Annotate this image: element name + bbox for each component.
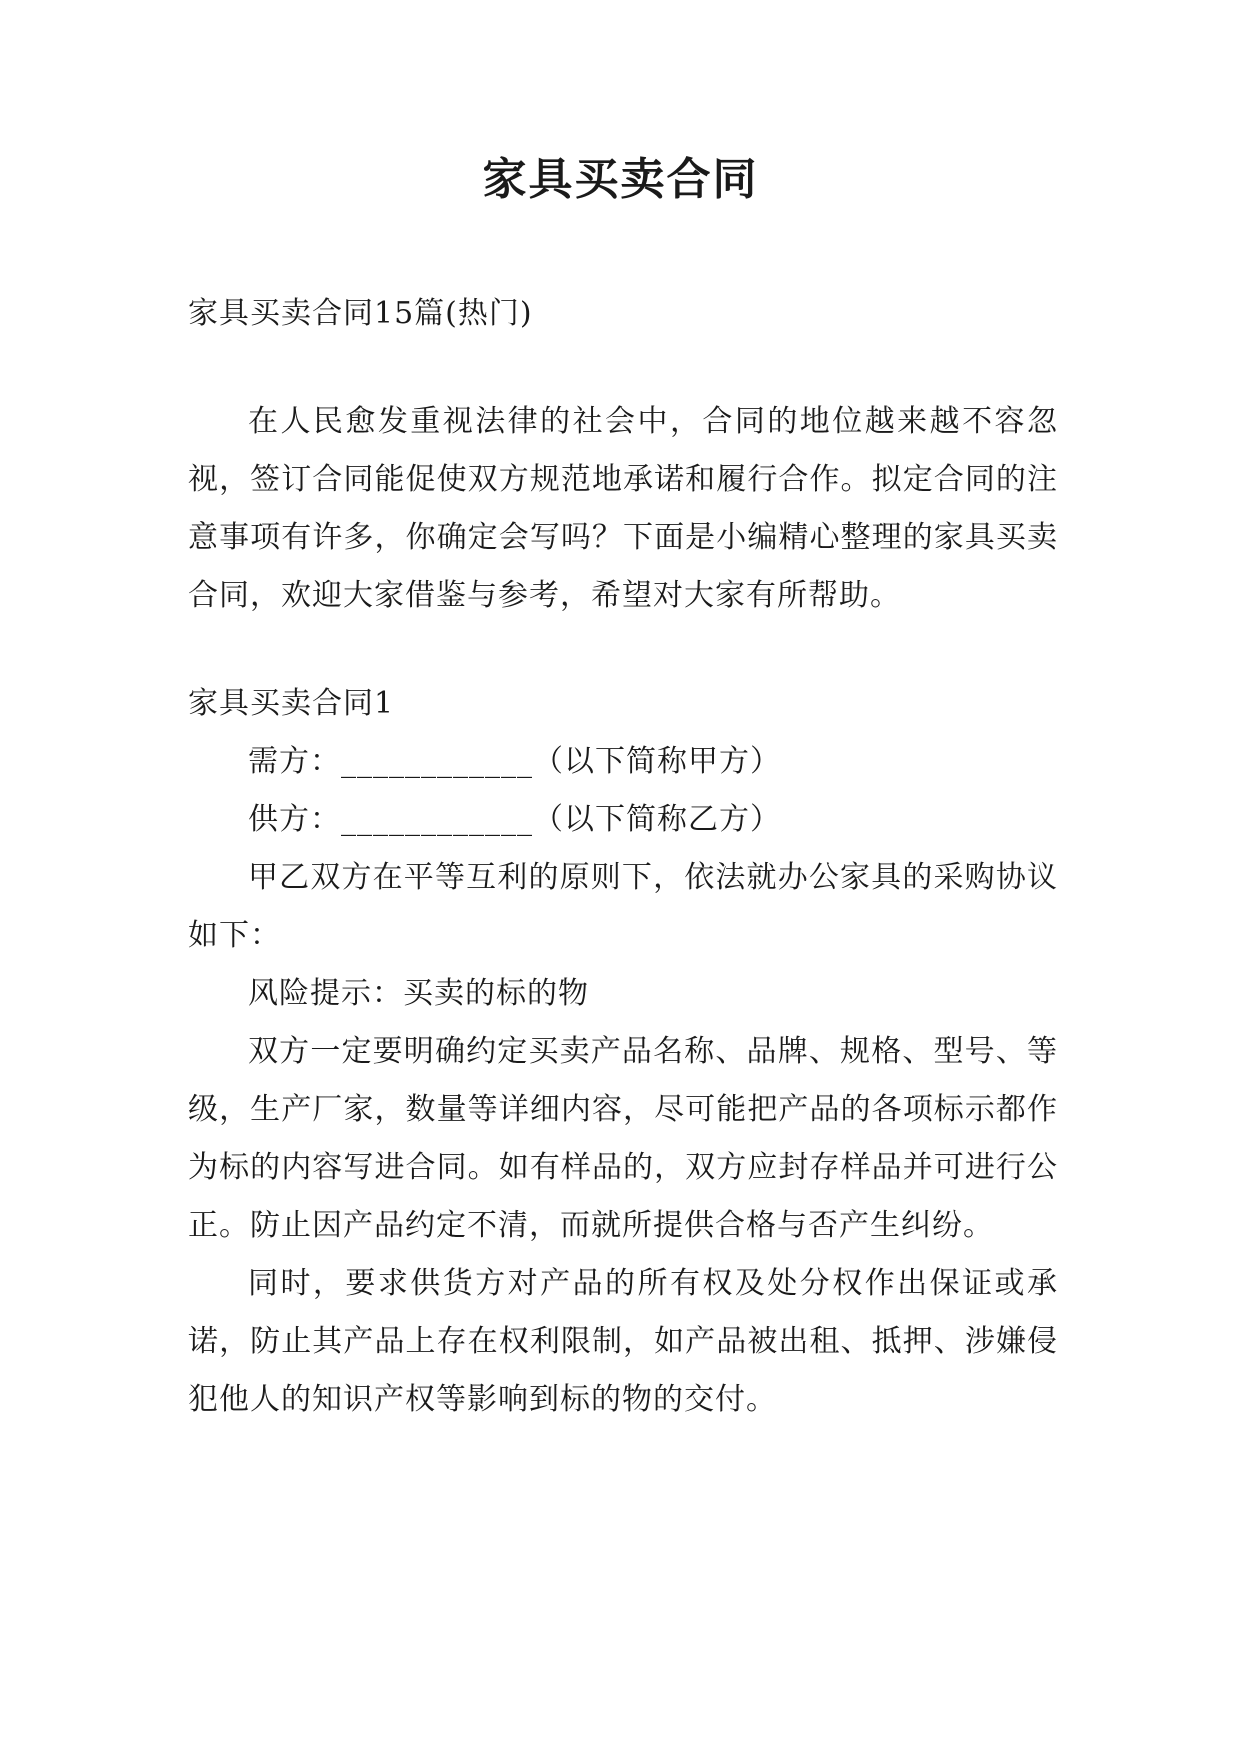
- document-title: 家具买卖合同: [482, 154, 759, 205]
- document-body: [188, 285, 1058, 1429]
- document-subtitle: 家具买卖合同15篇(热门): [188, 296, 533, 331]
- intro-paragraph: 在人民愈发重视法律的社会中，合同的地位越来越不容忽视，签订合同能促使双方规范地承诺和履行合作。拟定合同的注意事项有许多，你确定会写吗？下面是小编精心整理的家具买卖合同，欢迎大家借鉴与参考，希望对大家有所帮助。: [188, 404, 1058, 613]
- ownership-paragraph: 同时，要求供货方对产品的所有权及处分权作出保证或承诺，防止其产品上存在权利限制，如产品被出租、抵押、涉嫌侵犯他人的知识产权等影响到标的物的交付。: [188, 1266, 1058, 1417]
- agreement-paragraph: 甲乙双方在平等互利的原则下，依法就办公家具的采购协议如下：: [188, 860, 1058, 953]
- risk-tip: 风险提示：买卖的标的物: [248, 976, 589, 1011]
- seller-line: 供方：____________（以下简称乙方）: [248, 802, 781, 837]
- subject-matter-paragraph: 双方一定要明确约定买卖产品名称、品牌、规格、型号、等级，生产厂家，数量等详细内容，尽可能把产品的各项标示都作为标的内容写进合同。如有样品的，双方应封存样品并可进行公正。防止因产品约定不清，而就所提供合格与否产生纠纷。: [188, 1034, 1058, 1243]
- section-heading: 家具买卖合同1: [188, 686, 395, 721]
- buyer-line: 需方：____________（以下简称甲方）: [248, 744, 781, 779]
